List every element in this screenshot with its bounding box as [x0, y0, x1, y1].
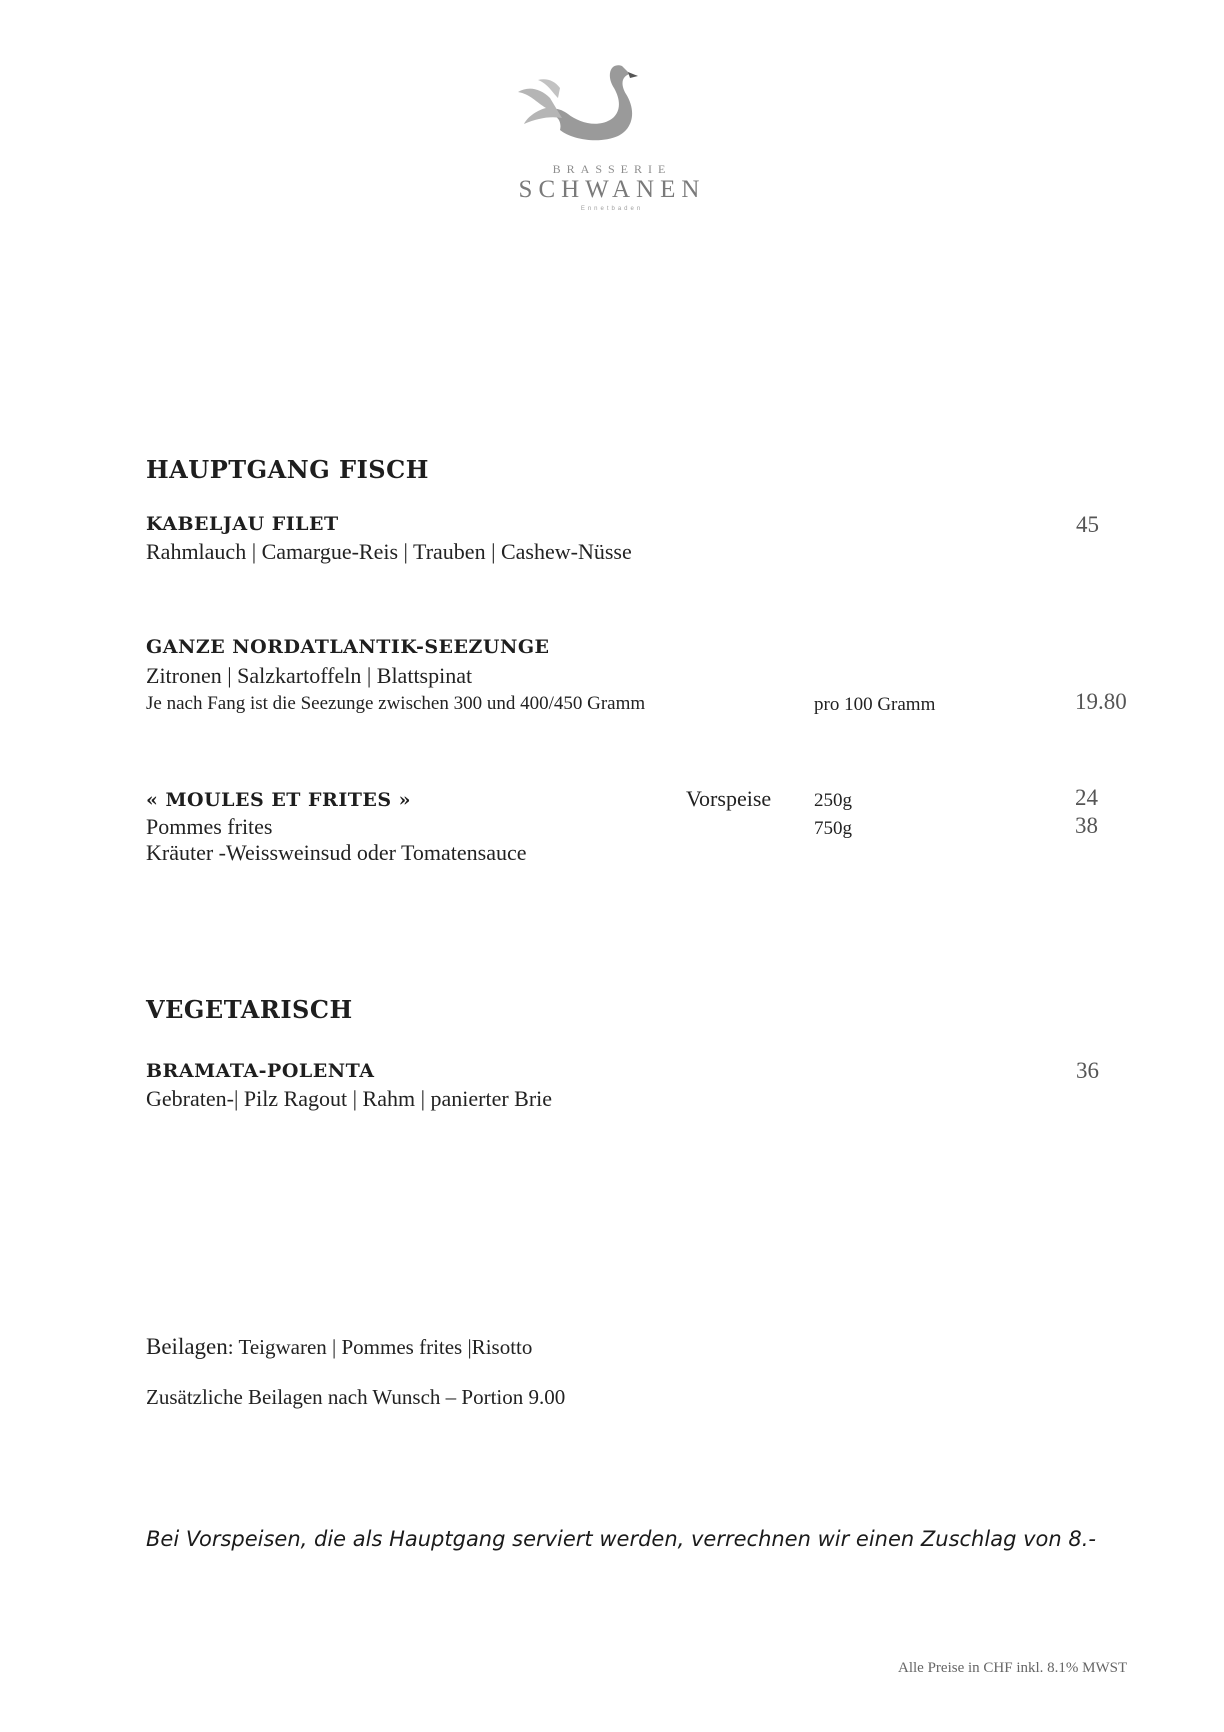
item-price-large-moules: 38 [1075, 813, 1098, 838]
item-price-seezunge: 19.80 [1075, 689, 1127, 714]
item-note-seezunge: Je nach Fang ist die Seezunge zwischen 300 und 400/450 Gramm [146, 693, 646, 714]
item-name-kabeljau: KABELJAU FILET [146, 513, 339, 535]
item-desc-polenta: Gebraten-| Pilz Ragout | Rahm | panierter Brie [146, 1086, 553, 1111]
item-desc-kabeljau: Rahmlauch | Camargue-Reis | Trauben | Cashew-Nüsse [146, 539, 632, 564]
item-price-kabeljau: 45 [1076, 512, 1099, 537]
item-price-small-moules: 24 [1075, 785, 1098, 810]
item-name-polenta: BRAMATA-POLENTA [146, 1060, 375, 1082]
brand-location: Ennetbaden [580, 206, 644, 212]
sides-items: Teigwaren | Pommes frites |Risotto [238, 1335, 533, 1359]
surcharge-note: Bei Vorspeisen, die als Hauptgang serviert werden, verrechnen wir einen Zuschlag von 8.- [146, 1527, 1096, 1551]
item-portion-large-moules: 750g [814, 818, 852, 839]
item-name-seezunge: GANZE NORDATLANTIK-SEEZUNGE [146, 636, 550, 658]
brand-top: BRASSERIE [552, 162, 672, 176]
sides-line [146, 1334, 532, 1360]
item-desc-moules: Pommes frites [146, 814, 273, 839]
sides-label: Beilagen [146, 1334, 228, 1359]
item-portion-small-moules: 250g [814, 790, 852, 811]
section-title-fisch: HAUPTGANG FISCH [146, 455, 429, 484]
item-name-moules: « MOULES ET FRITES » [146, 789, 412, 811]
item-unit-seezunge: pro 100 Gramm [814, 694, 936, 715]
brand-name: SCHWANEN [518, 176, 706, 203]
item-desc2-moules: Kräuter -Weissweinsud oder Tomatensauce [146, 840, 527, 865]
item-course-moules: Vorspeise [686, 786, 772, 811]
item-price-polenta: 36 [1076, 1058, 1099, 1083]
price-footer: Alle Preise in CHF inkl. 8.1% MWST [898, 1660, 1128, 1676]
sides-colon: : [227, 1335, 239, 1359]
section-title-vegetarisch: VEGETARISCH [146, 995, 353, 1024]
item-desc-seezunge: Zitronen | Salzkartoffeln | Blattspinat [146, 663, 473, 688]
sides-extra: Zusätzliche Beilagen nach Wunsch – Portion 9.00 [146, 1385, 566, 1409]
